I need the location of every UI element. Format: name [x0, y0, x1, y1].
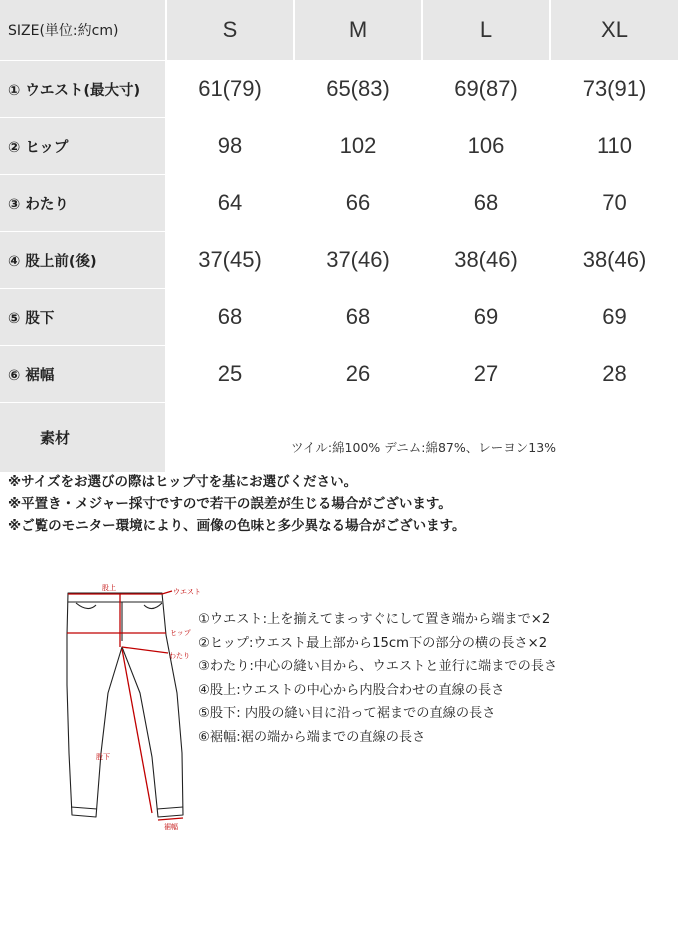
table-cell: 68	[345, 304, 371, 329]
thigh-measure-line	[122, 647, 168, 653]
table-cell: 69(87)	[454, 76, 518, 101]
legend-item: ①ウエスト:上を揃えてまっすぐにして置き端から端まで×2	[198, 612, 551, 627]
hem-label: 裾幅	[164, 823, 178, 831]
table-header-row	[0, 0, 680, 60]
measurement-legend	[198, 608, 557, 750]
hem-right	[157, 807, 183, 809]
row-label: ① ウエスト(最大寸)	[0, 61, 165, 117]
table-cell: 25	[217, 361, 243, 386]
legend-item: ②ヒップ:ウエスト最上部から15cm下の部分の横の長さ×2	[198, 635, 548, 651]
table-row	[0, 61, 680, 117]
table-cell: 69	[602, 304, 627, 329]
table-cell: 37(46)	[326, 247, 390, 272]
row-label: ⑤ 股下	[0, 289, 165, 345]
waist-label-leader	[162, 591, 172, 594]
row-label: ④ 股上前(後)	[0, 232, 165, 288]
table-row	[0, 175, 680, 231]
header-label: SIZE(単位:約cm)	[0, 0, 165, 60]
table-cell: 98	[217, 133, 243, 158]
row-label: ② ヒップ	[0, 118, 165, 174]
waist-label: ウエスト	[173, 588, 201, 596]
table-cell: 28	[602, 361, 627, 386]
notes	[8, 471, 466, 537]
table-cell: 27	[473, 361, 499, 386]
thigh-label: わたり	[169, 652, 190, 660]
table-cell: 106	[467, 133, 505, 158]
hem-left	[71, 807, 97, 809]
table-cell: 70	[602, 190, 627, 215]
table-cell: 64	[217, 190, 243, 215]
size-s-header: S	[167, 0, 293, 60]
material-label: 素材	[0, 403, 165, 472]
table-cell: 26	[345, 361, 371, 386]
legend-item: ⑥裾幅:裾の端から端までの直線の長さ	[198, 729, 426, 745]
table-cell: 68	[473, 190, 499, 215]
note-line: ※平置き・メジャー採寸ですので若干の誤差が生じる場合がございます。	[8, 496, 452, 512]
size-xl-header: XL	[551, 0, 678, 60]
table-row	[0, 118, 680, 174]
pants-outline	[67, 593, 183, 817]
table-cell: 102	[339, 133, 377, 158]
table-cell: 38(46)	[454, 247, 518, 272]
note-line: ※サイズをお選びの際はヒップ寸を基にお選びください。	[8, 474, 358, 490]
row-label: ③ わたり	[0, 175, 165, 231]
note-line: ※ご覧のモニター環境により、画像の色味と多少異なる場合がございます。	[8, 518, 466, 534]
legend-item: ④股上:ウエストの中心から内股合わせの直線の長さ	[198, 682, 505, 698]
rise-label: 股上	[102, 584, 116, 592]
table-cell: 69	[473, 304, 499, 329]
table-cell: 38(46)	[582, 247, 647, 272]
pocket-left	[76, 603, 96, 609]
table-cell: 68	[217, 304, 243, 329]
size-l-header: L	[423, 0, 549, 60]
table-cell: 37(45)	[198, 247, 262, 272]
table-row	[0, 346, 680, 402]
table-cell: 61(79)	[198, 76, 262, 101]
table-cell: 65(83)	[326, 76, 390, 101]
material-row	[0, 403, 680, 472]
hem-measure-line	[158, 818, 183, 820]
material-value: ツイル:綿100% デニム:綿87%、レーヨン13%	[290, 439, 557, 455]
legend-item: ③わたり:中心の縫い目から、ウエストと並行に端までの長さ	[198, 659, 558, 675]
table-cell: 66	[345, 190, 371, 215]
table-cell: 110	[596, 133, 633, 158]
table-row	[0, 289, 680, 345]
table-cell: 73(91)	[582, 76, 647, 101]
hip-label: ヒップ	[170, 629, 191, 637]
table-row	[0, 232, 680, 288]
row-label: ⑥ 裾幅	[0, 346, 165, 402]
size-m-header: M	[295, 0, 421, 60]
pocket-right	[144, 603, 162, 609]
legend-item: ⑤股下: 内股の縫い目に沿って裾までの直線の長さ	[198, 706, 496, 722]
inseam-label: 股下	[96, 753, 110, 761]
